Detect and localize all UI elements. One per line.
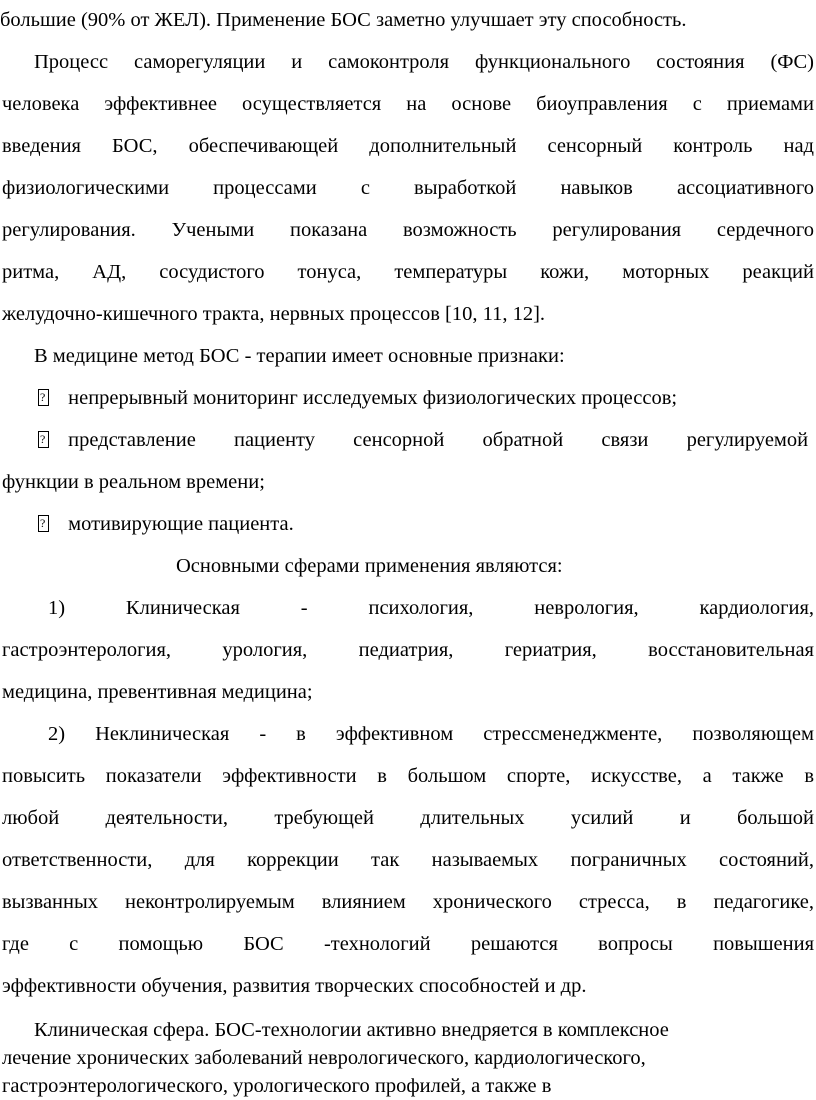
text-line: где с помощью БОС -технологий решаются вопросы повышения <box>2 933 814 955</box>
missing-glyph-bullet-icon <box>38 389 49 406</box>
bullet-text: непрерывный мониторинг исследуемых физиологических процессов; <box>68 387 678 409</box>
text-line: регулирования. Учеными показана возможность регулирования сердечного <box>2 219 814 241</box>
text-line: введения БОС, обеспечивающей дополнительный сенсорный контроль над <box>2 135 814 157</box>
text-line: лечение хронических заболеваний неврологического, кардиологического, <box>2 1047 646 1069</box>
text-line: физиологическими процессами с выработкой навыков ассоциативного <box>2 177 814 199</box>
text-line: Клиническая сфера. БОС-технологии активно внедряется в комплексное <box>34 1019 669 1041</box>
text-line: В медицине метод БОС - терапии имеет основные признаки: <box>34 345 565 367</box>
text-line: человека эффективнее осуществляется на основе биоуправления с приемами <box>2 93 814 115</box>
text-line: эффективности обучения, развития творческих способностей и др. <box>2 975 587 997</box>
text-line: вызванных неконтролируемым влиянием хронического стресса, в педагогике, <box>2 891 814 913</box>
text-line: ответственности, для коррекции так называемых пограничных состояний, <box>2 849 814 871</box>
missing-glyph-bullet-icon <box>38 515 49 532</box>
text-line: ритма, АД, сосудистого тонуса, температуры кожи, моторных реакций <box>2 261 814 283</box>
text-line: любой деятельности, требующей длительных усилий и большой <box>2 807 814 829</box>
section-heading: Основными сферами применения являются: <box>176 555 563 577</box>
text-line: Процесс саморегуляции и самоконтроля функционального состояния (ФС) <box>34 51 814 73</box>
bullet-item <box>38 430 814 451</box>
bullet-text: мотивирующие пациента. <box>68 513 294 535</box>
text-line: 1) Клиническая - психология, неврология, кардиология, <box>48 597 814 619</box>
missing-glyph-bullet-icon <box>38 431 49 448</box>
bullet-item <box>38 388 816 409</box>
text-line: функции в реальном времени; <box>2 471 265 493</box>
text-line: гастроэнтерологического, урологического профилей, а также в <box>2 1075 552 1097</box>
text-line: желудочно-кишечного тракта, нервных процессов [10, 11, 12]. <box>2 303 546 325</box>
text-line: повысить показатели эффективности в большом спорте, искусстве, а также в <box>2 765 814 787</box>
bullet-text: представление пациенту сенсорной обратной связи регулируемой <box>68 429 809 451</box>
text-line: гастроэнтерология, урология, педиатрия, гериатрия, восстановительная <box>2 639 814 661</box>
bullet-item <box>38 514 816 535</box>
text-line: большие (90% от ЖЕЛ). Применение БОС заметно улучшает эту способность. <box>0 9 687 31</box>
text-line: медицина, превентивная медицина; <box>2 681 313 703</box>
text-line: 2) Неклиническая - в эффективном стрессменеджменте, позволяющем <box>48 723 814 745</box>
